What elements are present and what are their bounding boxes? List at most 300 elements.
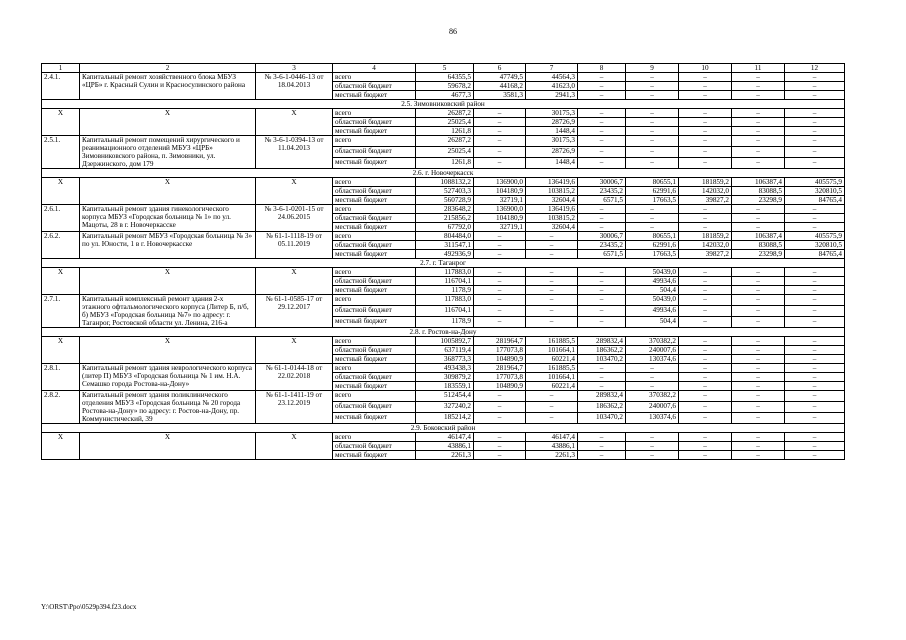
funding-source: местный бюджет — [333, 451, 416, 460]
funding-value: – — [785, 373, 845, 382]
funding-value: – — [679, 295, 732, 306]
funding-value: – — [474, 402, 526, 413]
funding-value: – — [626, 73, 679, 82]
funding-value: – — [578, 91, 626, 100]
funding-value: – — [626, 147, 679, 158]
funding-value: – — [732, 214, 785, 223]
funding-value: – — [474, 109, 526, 118]
funding-value: 142032,0 — [679, 187, 732, 196]
funding-value: – — [679, 413, 732, 424]
funding-value: 368773,3 — [416, 355, 474, 364]
funding-value: – — [474, 277, 526, 286]
funding-value: – — [626, 364, 679, 373]
funding-value: 62991,6 — [626, 187, 679, 196]
funding-value: 117883,0 — [416, 295, 474, 306]
funding-value: 405575,9 — [785, 178, 845, 187]
funding-value: 104890,9 — [474, 382, 526, 391]
funding-value: – — [785, 413, 845, 424]
item-description: Х — [80, 178, 256, 205]
funding-value: – — [785, 158, 845, 169]
funding-value: – — [785, 337, 845, 346]
funding-value: – — [526, 250, 578, 259]
funding-value: – — [679, 268, 732, 277]
funding-value: 26287,2 — [416, 136, 474, 147]
section-row — [42, 259, 845, 268]
funding-value: – — [679, 127, 732, 136]
funding-source: областной бюджет — [333, 442, 416, 451]
column-number: 8 — [578, 64, 626, 73]
funding-value: 136900,0 — [474, 205, 526, 214]
funding-value: – — [526, 402, 578, 413]
funding-value: 504,4 — [626, 317, 679, 328]
funding-value: 281964,7 — [474, 364, 526, 373]
funding-value: 1088132,2 — [416, 178, 474, 187]
funding-value: – — [732, 433, 785, 442]
funding-value: – — [474, 286, 526, 295]
funding-value: 101664,1 — [526, 373, 578, 382]
funding-value: 504,4 — [626, 286, 679, 295]
funding-source: местный бюджет — [333, 382, 416, 391]
funding-value: – — [626, 223, 679, 232]
funding-value: – — [626, 136, 679, 147]
funding-value: – — [732, 355, 785, 364]
funding-value: 136419,6 — [526, 205, 578, 214]
funding-value: 44168,2 — [474, 82, 526, 91]
funding-value: 560728,9 — [416, 196, 474, 205]
funding-value: 30006,7 — [578, 232, 626, 241]
funding-value: – — [679, 73, 732, 82]
funding-value: 30175,3 — [526, 109, 578, 118]
funding-value: – — [679, 391, 732, 402]
funding-value: 49934,6 — [626, 277, 679, 286]
funding-value: – — [785, 205, 845, 214]
funding-value: – — [526, 268, 578, 277]
table-body — [42, 64, 845, 460]
funding-value: 67792,0 — [416, 223, 474, 232]
funding-value: 283648,2 — [416, 205, 474, 214]
funding-value: – — [732, 451, 785, 460]
funding-value: – — [732, 91, 785, 100]
funding-value: 32604,4 — [526, 223, 578, 232]
funding-value: – — [578, 205, 626, 214]
funding-value: – — [679, 158, 732, 169]
funding-value: 181859,2 — [679, 232, 732, 241]
funding-value: – — [732, 118, 785, 127]
funding-value: 41623,0 — [526, 82, 578, 91]
funding-value: – — [578, 268, 626, 277]
funding-value: 289832,4 — [578, 337, 626, 346]
funding-value: – — [679, 355, 732, 364]
funding-value: – — [732, 373, 785, 382]
funding-value: – — [732, 402, 785, 413]
funding-value: – — [732, 286, 785, 295]
funding-value: – — [474, 317, 526, 328]
funding-value: 186362,2 — [578, 346, 626, 355]
funding-value: 80655,1 — [626, 232, 679, 241]
item-number: 2.8.1. — [42, 364, 80, 391]
funding-value: – — [626, 118, 679, 127]
funding-value: – — [578, 277, 626, 286]
funding-value: 320810,5 — [785, 187, 845, 196]
funding-value: 60221,4 — [526, 382, 578, 391]
funding-value: – — [679, 109, 732, 118]
funding-value: – — [732, 317, 785, 328]
funding-value: – — [679, 91, 732, 100]
funding-value: – — [732, 413, 785, 424]
funding-source: всего — [333, 433, 416, 442]
section-title: 2.8. г. Ростов-на-Дону — [42, 328, 845, 337]
funding-value: – — [785, 118, 845, 127]
funding-value: – — [526, 391, 578, 402]
funding-value: 32604,4 — [526, 196, 578, 205]
table-row — [42, 178, 845, 187]
funding-source: местный бюджет — [333, 286, 416, 295]
funding-value: 32719,1 — [474, 223, 526, 232]
funding-value: 84765,4 — [785, 196, 845, 205]
funding-value: 103815,2 — [526, 187, 578, 196]
funding-value: – — [732, 147, 785, 158]
section-title: 2.6. г. Новочеркасск — [42, 169, 845, 178]
item-document: № 61-1-1118-19 от 05.11.2019 — [256, 232, 333, 259]
funding-source: местный бюджет — [333, 196, 416, 205]
funding-value: – — [474, 241, 526, 250]
section-row — [42, 100, 845, 109]
funding-value: – — [679, 214, 732, 223]
funding-value: 30006,7 — [578, 178, 626, 187]
item-description: Х — [80, 433, 256, 460]
funding-value: 104180,9 — [474, 214, 526, 223]
funding-value: 80655,1 — [626, 178, 679, 187]
funding-source: местный бюджет — [333, 250, 416, 259]
item-number: Х — [42, 337, 80, 364]
funding-value: – — [732, 268, 785, 277]
table-row — [42, 232, 845, 241]
funding-value: 804484,0 — [416, 232, 474, 241]
funding-value: – — [526, 286, 578, 295]
table-row — [42, 205, 845, 214]
funding-value: – — [474, 295, 526, 306]
funding-value: 1005892,7 — [416, 337, 474, 346]
funding-value: – — [626, 82, 679, 91]
funding-value: – — [785, 223, 845, 232]
funding-value: 215856,2 — [416, 214, 474, 223]
item-description: Капитальный ремонт здания неврологического корпуса (литер П) МБУЗ «Городская больница № 1 им. Н.А. Семашко города Ростова-на-Дону» — [80, 364, 256, 391]
funding-value: 104180,9 — [474, 187, 526, 196]
funding-value: – — [578, 158, 626, 169]
funding-source: местный бюджет — [333, 158, 416, 169]
funding-value: 1261,8 — [416, 127, 474, 136]
column-number: 12 — [785, 64, 845, 73]
funding-value: 512454,4 — [416, 391, 474, 402]
funding-value: – — [626, 158, 679, 169]
funding-value: – — [732, 158, 785, 169]
funding-value: 43886,1 — [416, 442, 474, 451]
funding-value: – — [626, 451, 679, 460]
funding-value: – — [732, 205, 785, 214]
section-row — [42, 424, 845, 433]
funding-value: – — [474, 413, 526, 424]
item-document: № 3-6-1-0201-15 от 24.06.2015 — [256, 205, 333, 232]
funding-value: – — [474, 451, 526, 460]
funding-value: – — [578, 433, 626, 442]
funding-value: – — [526, 277, 578, 286]
funding-value: – — [732, 382, 785, 391]
funding-source: всего — [333, 391, 416, 402]
funding-value: 130374,6 — [626, 355, 679, 364]
funding-value: 23298,9 — [732, 250, 785, 259]
item-number: Х — [42, 268, 80, 295]
item-number: Х — [42, 109, 80, 136]
item-description: Капитальный ремонт хозяйственного блока МБУЗ «ЦРБ» г. Красный Сулин и Красносулинского района — [80, 73, 256, 100]
funding-value: 177073,8 — [474, 373, 526, 382]
funding-source: всего — [333, 205, 416, 214]
funding-value: – — [526, 232, 578, 241]
funding-value: 46147,4 — [526, 433, 578, 442]
funding-value: – — [732, 127, 785, 136]
funding-value: 240007,6 — [626, 402, 679, 413]
funding-value: – — [732, 82, 785, 91]
funding-value: 44564,3 — [526, 73, 578, 82]
funding-value: – — [785, 82, 845, 91]
funding-value: – — [785, 214, 845, 223]
funding-value: – — [626, 382, 679, 391]
funding-source: всего — [333, 295, 416, 306]
funding-value: – — [679, 82, 732, 91]
funding-value: – — [578, 118, 626, 127]
funding-value: 84765,4 — [785, 250, 845, 259]
funding-value: – — [785, 109, 845, 118]
funding-value: – — [474, 391, 526, 402]
funding-value: 1261,8 — [416, 158, 474, 169]
funding-value: 103470,2 — [578, 413, 626, 424]
item-description: Капитальный ремонт МБУЗ «Городская больница № 3» по ул. Юности, 1 в г. Новочеркасске — [80, 232, 256, 259]
item-description: Капитальный ремонт здания поликлинического отделения МБУЗ «Городская больница № 20 города Ростова-на-Дону» по адресу: г. Ростов-на-Дону, пр. Коммунистический, 39 — [80, 391, 256, 424]
funding-source: областной бюджет — [333, 118, 416, 127]
funding-value: 39827,2 — [679, 196, 732, 205]
funding-value: 177073,8 — [474, 346, 526, 355]
funding-value: 289832,4 — [578, 391, 626, 402]
funding-value: – — [785, 277, 845, 286]
funding-value: – — [679, 277, 732, 286]
funding-value: – — [578, 364, 626, 373]
item-document: № 61-1-0585-17 от 29.12.2017 — [256, 295, 333, 328]
funding-value: 185214,2 — [416, 413, 474, 424]
funding-value: – — [578, 373, 626, 382]
funding-value: 25025,4 — [416, 118, 474, 127]
funding-value: – — [785, 91, 845, 100]
funding-value: 116704,1 — [416, 277, 474, 286]
funding-value: 103470,2 — [578, 355, 626, 364]
funding-value: – — [679, 373, 732, 382]
funding-value: – — [679, 364, 732, 373]
funding-value: 28726,9 — [526, 147, 578, 158]
funding-value: – — [785, 391, 845, 402]
funding-source: всего — [333, 136, 416, 147]
funding-value: – — [526, 241, 578, 250]
funding-value: – — [732, 346, 785, 355]
item-document: Х — [256, 337, 333, 364]
funding-value: – — [526, 295, 578, 306]
section-title: 2.9. Боковский район — [42, 424, 845, 433]
item-number: 2.6.1. — [42, 205, 80, 232]
funding-value: – — [526, 317, 578, 328]
item-number: 2.4.1. — [42, 73, 80, 100]
funding-value: 106387,4 — [732, 232, 785, 241]
funding-value: – — [732, 306, 785, 317]
funding-value: 320810,5 — [785, 241, 845, 250]
funding-source: областной бюджет — [333, 306, 416, 317]
funding-value: 370382,2 — [626, 337, 679, 346]
funding-value: – — [626, 373, 679, 382]
funding-source: областной бюджет — [333, 187, 416, 196]
item-document: Х — [256, 109, 333, 136]
funding-value: 62991,6 — [626, 241, 679, 250]
funding-value: – — [578, 223, 626, 232]
funding-value: – — [785, 147, 845, 158]
header-row — [42, 64, 845, 73]
funding-value: – — [785, 402, 845, 413]
funding-value: – — [679, 382, 732, 391]
funding-value: 26287,2 — [416, 109, 474, 118]
funding-value: 1178,9 — [416, 286, 474, 295]
funding-source: областной бюджет — [333, 214, 416, 223]
funding-value: 43886,1 — [526, 442, 578, 451]
item-number: 2.7.1. — [42, 295, 80, 328]
item-document: № 3-6-1-0446-13 от 18.04.2013 — [256, 73, 333, 100]
funding-value: 6571,5 — [578, 196, 626, 205]
funding-value: – — [785, 136, 845, 147]
funding-value: 83088,5 — [732, 187, 785, 196]
funding-source: областной бюджет — [333, 373, 416, 382]
funding-value: 1178,9 — [416, 317, 474, 328]
column-number: 6 — [474, 64, 526, 73]
funding-source: областной бюджет — [333, 147, 416, 158]
funding-value: 370382,2 — [626, 391, 679, 402]
funding-value: 6571,5 — [578, 250, 626, 259]
item-document: № 61-1-0144-18 от 22.02.2018 — [256, 364, 333, 391]
item-number: Х — [42, 433, 80, 460]
funding-value: – — [785, 127, 845, 136]
funding-value: 104890,9 — [474, 355, 526, 364]
funding-value: – — [474, 306, 526, 317]
funding-value: 637119,4 — [416, 346, 474, 355]
funding-value: – — [578, 382, 626, 391]
funding-value: – — [578, 127, 626, 136]
funding-value: 30175,3 — [526, 136, 578, 147]
funding-source: всего — [333, 109, 416, 118]
funding-value: – — [732, 277, 785, 286]
funding-value: – — [785, 295, 845, 306]
section-title: 2.7. г. Таганрог — [42, 259, 845, 268]
funding-value: – — [679, 433, 732, 442]
funding-value: – — [679, 223, 732, 232]
funding-value: – — [578, 295, 626, 306]
funding-value: – — [474, 118, 526, 127]
funding-value: – — [785, 346, 845, 355]
funding-value: – — [679, 118, 732, 127]
funding-value: 4677,3 — [416, 91, 474, 100]
table-row — [42, 136, 845, 147]
funding-source: местный бюджет — [333, 355, 416, 364]
column-number: 7 — [526, 64, 578, 73]
funding-value: – — [626, 127, 679, 136]
column-number: 3 — [256, 64, 333, 73]
item-description: Капитальный ремонт здания гинекологического корпуса МБУЗ «Городская больница № 1» по ул. Мацоты, 28 в г. Новочеркасске — [80, 205, 256, 232]
funding-value: – — [785, 442, 845, 451]
funding-source: областной бюджет — [333, 82, 416, 91]
funding-value: 181859,2 — [679, 178, 732, 187]
funding-value: 183559,1 — [416, 382, 474, 391]
funding-value: – — [679, 346, 732, 355]
section-title: 2.5. Зимовниковский район — [42, 100, 845, 109]
funding-value: – — [578, 109, 626, 118]
funding-value: 405575,9 — [785, 232, 845, 241]
funding-value: 46147,4 — [416, 433, 474, 442]
table-row — [42, 391, 845, 402]
funding-value: – — [474, 442, 526, 451]
funding-value: 50439,0 — [626, 295, 679, 306]
funding-value: 17663,5 — [626, 196, 679, 205]
funding-value: 23435,2 — [578, 187, 626, 196]
funding-value: 3581,3 — [474, 91, 526, 100]
funding-value: – — [474, 127, 526, 136]
funding-value: – — [526, 306, 578, 317]
funding-source: областной бюджет — [333, 241, 416, 250]
funding-value: – — [474, 232, 526, 241]
table-row — [42, 337, 845, 346]
funding-value: 59678,2 — [416, 82, 474, 91]
item-document: № 3-6-1-0394-13 от 11.04.2013 — [256, 136, 333, 169]
funding-value: 2261,3 — [416, 451, 474, 460]
column-number: 10 — [679, 64, 732, 73]
funding-value: – — [732, 391, 785, 402]
item-document: № 61-1-1411-19 от 23.12.2019 — [256, 391, 333, 424]
funding-value: – — [732, 442, 785, 451]
funding-value: 281964,7 — [474, 337, 526, 346]
funding-value: – — [474, 147, 526, 158]
item-number: 2.6.2. — [42, 232, 80, 259]
funding-value: – — [578, 136, 626, 147]
funding-value: – — [785, 73, 845, 82]
funding-source: областной бюджет — [333, 346, 416, 355]
funding-value: 142032,0 — [679, 241, 732, 250]
funding-value: – — [785, 451, 845, 460]
funding-value: – — [679, 147, 732, 158]
funding-value: 161885,5 — [526, 364, 578, 373]
item-description: Капитальный комплексный ремонт здания 2-х этажного офтальмологического корпуса (Литер Б, п/б, б) МБУЗ «Городская больница №7» по адресу: г. Таганрог, Ростовской области ул. Ленина, 216-а — [80, 295, 256, 328]
funding-source: всего — [333, 178, 416, 187]
funding-value: – — [626, 205, 679, 214]
funding-value: – — [578, 306, 626, 317]
item-document: Х — [256, 433, 333, 460]
funding-value: – — [785, 433, 845, 442]
funding-value: – — [785, 286, 845, 295]
funding-value: – — [679, 205, 732, 214]
funding-value: – — [679, 337, 732, 346]
funding-value: 136419,6 — [526, 178, 578, 187]
funding-value: – — [732, 295, 785, 306]
item-number: Х — [42, 178, 80, 205]
column-number: 4 — [333, 64, 416, 73]
funding-source: всего — [333, 364, 416, 373]
column-number: 9 — [626, 64, 679, 73]
funding-value: – — [679, 317, 732, 328]
funding-value: 136900,0 — [474, 178, 526, 187]
funding-value: – — [474, 268, 526, 277]
funding-source: местный бюджет — [333, 91, 416, 100]
funding-value: 1448,4 — [526, 158, 578, 169]
funding-value: – — [578, 82, 626, 91]
